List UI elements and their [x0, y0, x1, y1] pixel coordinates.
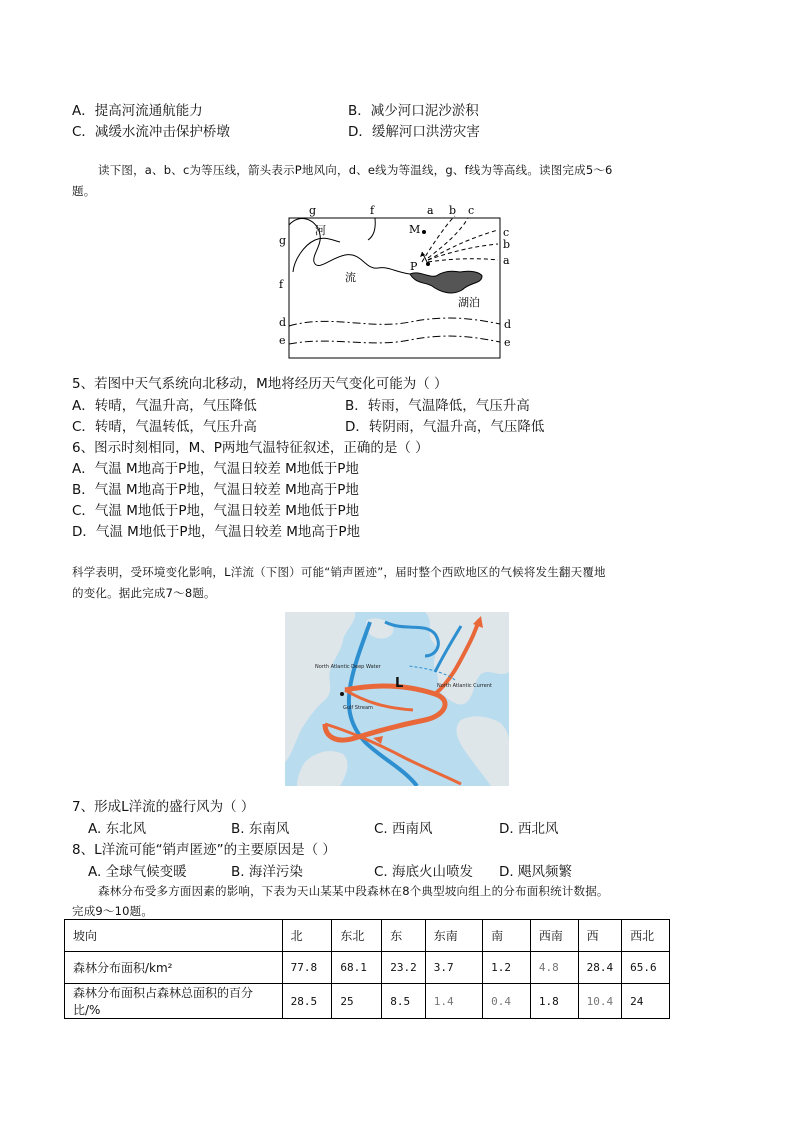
label-liu: 流	[345, 271, 356, 284]
table-header-cell: 东	[382, 920, 426, 952]
intro-910-line2: 完成9～10题。	[72, 904, 154, 918]
table-header-row	[65, 920, 670, 952]
q4-option-d: D．缓解河口洪涝灾害	[348, 124, 480, 140]
intro-78-line2: 的变化。据此完成7～8题。	[72, 586, 216, 600]
table-cell: 28.4	[578, 952, 622, 984]
label-b-top: b	[449, 204, 457, 217]
q7-option-d: D. 西北风	[499, 821, 559, 837]
intro-78-line1: 科学表明，受环境变化影响，L洋流（下图）可能“销声匿迹”，届时整个西欧地区的气候将发生翻天覆地	[72, 565, 606, 579]
q5-option-b: B．转雨，气温降低，气压升高	[345, 398, 530, 414]
label-P: P	[410, 260, 418, 273]
q7-option-c: C. 西南风	[374, 821, 433, 837]
q8-option-d: D. 飓风频繁	[499, 864, 572, 880]
table-cell: 65.6	[622, 952, 670, 984]
q8-stem: 8、L洋流可能“销声匿迹”的主要原因是（ ）	[72, 842, 336, 858]
table-row-label: 森林分布面积占森林总面积的百分比/%	[65, 984, 283, 1019]
table-cell: 25	[332, 984, 382, 1019]
q5-option-a: A．转晴，气温升高，气压降低	[72, 398, 257, 414]
ocean-current-map	[285, 612, 509, 786]
table-cell: 23.2	[382, 952, 426, 984]
q5-stem: 5、若图中天气系统向北移动，M地将经历天气变化可能为（ ）	[72, 376, 448, 392]
q4-option-b: B．减少河口泥沙淤积	[348, 103, 479, 119]
table-cell: 1.4	[425, 984, 482, 1019]
intro-910-line1: 森林分布受多方面因素的影响，下表为天山某某中段森林在8个典型坡向组上的分布面积统计数据。	[98, 884, 609, 898]
q6-option-b: B．气温 M地高于P地，气温日较差 M地高于P地	[72, 482, 359, 498]
q6-option-a: A．气温 M地高于P地，气温日较差 M地低于P地	[72, 461, 359, 477]
label-g-top: g	[309, 204, 317, 217]
table-cell: 0.4	[483, 984, 531, 1019]
q8-option-c: C. 海底火山喷发	[374, 864, 474, 880]
table-cell: 24	[622, 984, 670, 1019]
label-c-top: c	[468, 204, 475, 217]
q6-option-c: C．气温 M地低于P地，气温日较差 M地低于P地	[72, 503, 360, 519]
q8-option-b: B. 海洋污染	[231, 864, 303, 880]
q7-option-a: A. 东北风	[88, 821, 147, 837]
label-lake: 湖泊	[458, 296, 480, 309]
q4-option-a: A．提高河流通航能力	[72, 103, 203, 119]
table-cell: 28.5	[282, 984, 332, 1019]
deep-water-label: North Atlantic Deep Water	[315, 664, 381, 670]
label-f-top: f	[370, 204, 375, 217]
label-d-right: d	[504, 318, 512, 331]
table-header-cell: 西	[578, 920, 622, 952]
q7-stem: 7、形成L洋流的盛行风为（ ）	[72, 799, 255, 815]
intro-56-line2: 题。	[72, 184, 96, 198]
table-cell: 4.8	[530, 952, 578, 984]
intro-56-line1: 读下图，a、b、c为等压线，箭头表示P地风向，d、e线为等温线，g、f线为等高线。读图完成5～6	[98, 163, 613, 177]
label-b-right: b	[503, 238, 511, 251]
table-cell: 1.8	[530, 984, 578, 1019]
table-row	[65, 984, 670, 1019]
q4-option-c: C．减缓水流冲击保护桥墩	[72, 124, 230, 140]
label-he: 河	[315, 224, 326, 237]
table-header-cell: 西南	[530, 920, 578, 952]
q5-option-d: D．转阴雨，气温升高，气压降低	[345, 419, 545, 435]
label-e-left: e	[279, 334, 286, 347]
table-row	[65, 952, 670, 984]
label-c-right: c	[503, 226, 510, 239]
q8-option-a: A. 全球气候变暖	[88, 864, 187, 880]
label-g-left: g	[279, 234, 287, 247]
table-header-cell: 西北	[622, 920, 670, 952]
q7-option-b: B. 东南风	[231, 821, 290, 837]
isoline-map	[270, 200, 530, 365]
table-header-cell: 坡向	[65, 920, 283, 952]
table-header-cell: 东北	[332, 920, 382, 952]
label-d-left: d	[279, 316, 287, 329]
table-header-cell: 东南	[425, 920, 482, 952]
table-cell: 8.5	[382, 984, 426, 1019]
q6-stem: 6、图示时刻相同，M、P两地气温特征叙述，正确的是（ ）	[72, 440, 429, 456]
label-a-right: a	[503, 254, 510, 267]
q6-option-d: D．气温 M地低于P地，气温日较差 M地高于P地	[72, 524, 361, 540]
table-cell: 10.4	[578, 984, 622, 1019]
label-e-right: e	[504, 336, 511, 349]
label-a-top: a	[427, 204, 434, 217]
table-cell: 3.7	[425, 952, 482, 984]
q5-option-c: C．转晴，气温转低，气压升高	[72, 419, 257, 435]
table-cell: 68.1	[332, 952, 382, 984]
label-f-left: f	[279, 278, 284, 291]
nac-label: North Atlantic Current	[437, 683, 492, 689]
forest-table	[64, 919, 670, 1019]
table-cell: 77.8	[282, 952, 332, 984]
gulf-stream-label: Gulf Stream	[343, 705, 373, 711]
table-header-cell: 北	[282, 920, 332, 952]
current-L-label: L	[395, 676, 404, 691]
table-header-cell: 南	[483, 920, 531, 952]
label-M: M	[409, 223, 421, 236]
table-cell: 1.2	[483, 952, 531, 984]
table-row-label: 森林分布面积/km²	[65, 952, 283, 984]
